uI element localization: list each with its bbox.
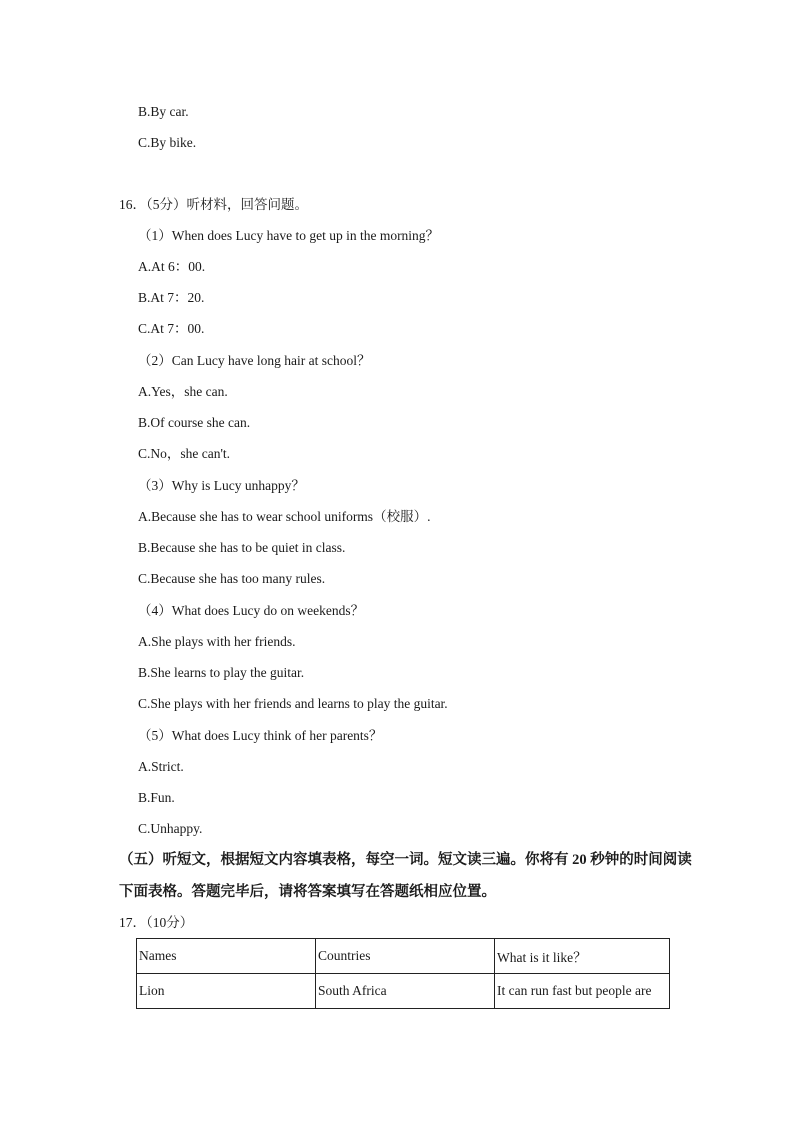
q16-1-prompt: （1）When does Lucy have to get up in the morning？ (138, 228, 440, 243)
q16-4-option-c: C.She plays with her friends and learns to play the guitar. (138, 696, 448, 711)
q16-4-option-b: B.She learns to play the guitar. (138, 665, 305, 680)
table-header-description: What is it like？ (495, 939, 670, 974)
q16-5-option-b: B.Fun. (138, 790, 175, 805)
table-header-countries: Countries (316, 939, 495, 974)
table-cell-name: Lion (137, 974, 316, 1009)
table-row (137, 974, 670, 1009)
q16-2-option-c: C.No，she can't. (138, 446, 231, 461)
q16-5-prompt: （5）What does Lucy think of her parents？ (138, 728, 383, 743)
q16-1-option-c: C.At 7：00. (138, 321, 205, 336)
section5-instruction-line2: 下面表格。答题完毕后，请将答案填写在答题纸相应位置。 (119, 884, 496, 900)
q16-header: 16．（5分）听材料，回答问题。 (119, 197, 308, 212)
q16-5-option-a: A.Strict. (138, 759, 184, 774)
q16-3-option-a: A.Because she has to wear school uniforms（校服）. (138, 509, 431, 524)
table-cell-country: South Africa (316, 974, 495, 1009)
q16-1-option-b: B.At 7：20. (138, 290, 205, 305)
q16-1-option-a: A.At 6：00. (138, 259, 206, 274)
q16-3-prompt: （3）Why is Lucy unhappy？ (138, 478, 305, 493)
q15-option-b: B.By car. (138, 104, 189, 119)
q16-4-option-a: A.She plays with her friends. (138, 634, 296, 649)
q15-option-c: C.By bike. (138, 135, 197, 150)
q16-3-option-b: B.Because she has to be quiet in class. (138, 540, 346, 555)
q16-2-option-b: B.Of course she can. (138, 415, 251, 430)
table-header-names: Names (137, 939, 316, 974)
q17-header: 17．（10分） (119, 915, 194, 930)
q16-3-option-c: C.Because she has too many rules. (138, 571, 326, 586)
q16-5-option-c: C.Unhappy. (138, 821, 203, 836)
section5-instruction-line1: （五）听短文，根据短文内容填表格，每空一词。短文读三遍。你将有 20 秒钟的时间阅读 (119, 852, 692, 868)
q16-4-prompt: （4）What does Lucy do on weekends？ (138, 603, 365, 618)
q17-table (136, 938, 670, 1009)
table-cell-description: It can run fast but people are (495, 974, 670, 1009)
q16-2-option-a: A.Yes，she can. (138, 384, 228, 399)
q16-2-prompt: （2）Can Lucy have long hair at school？ (138, 353, 371, 368)
table-header-row (137, 939, 670, 974)
